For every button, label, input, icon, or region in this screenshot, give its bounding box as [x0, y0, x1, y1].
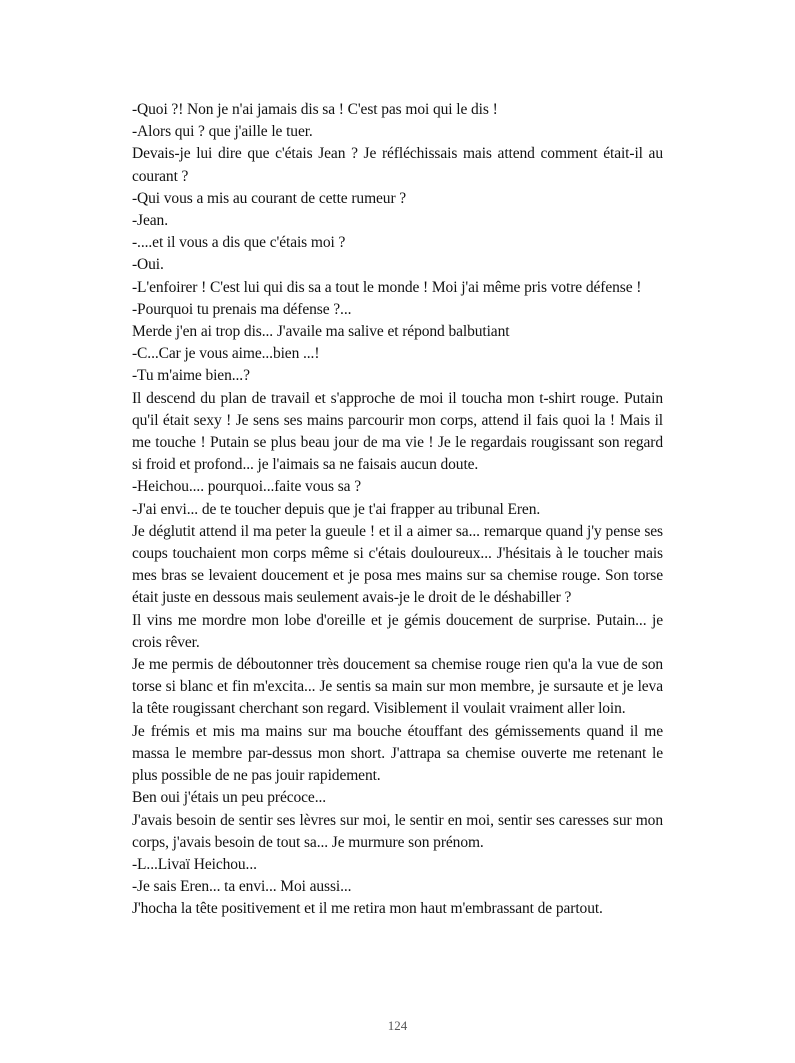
paragraph: -Jean. — [132, 212, 168, 230]
body-text — [132, 99, 663, 921]
paragraph: Merde j'en ai trop dis... J'availe ma salive et répond balbutiant — [132, 323, 510, 341]
paragraph: Je me permis de déboutonner très doucement sa chemise rouge rien qu'a la vue de son torse si blanc et fin m'excita... Je sentis sa main sur mon membre, je sursaute et je leva la tête rougissant cherchant son regard. Visiblement il voulait vraiment aller loin. — [132, 656, 663, 718]
paragraph: -Quoi ?! Non je n'ai jamais dis sa ! C'est pas moi qui le dis ! — [132, 101, 498, 118]
paragraph: Je frémis et mis ma mains sur ma bouche étouffant des gémissements quand il me massa le membre par-dessus mon short. J'attrapa sa chemise ouverte me retenant le plus possible de ne pas jouir rapidement. — [132, 722, 663, 785]
paragraph: -Tu m'aime bien...? — [132, 367, 250, 385]
paragraph: Il descend du plan de travail et s'approche de moi il toucha mon t-shirt rouge. Putain qu'il était sexy ! Je sens ses mains parcourir mon corps, attend il fais quoi la ! Mais il me touche ! Putain se plus beau jour de ma vie ! Je le regardais rougissant son regard si froid et profond... je l'aimais sa ne faisais aucun doute. — [132, 389, 663, 474]
paragraph: -Alors qui ? que j'aille le tuer. — [132, 123, 313, 141]
paragraph: -Heichou.... pourquoi...faite vous sa ? — [132, 478, 361, 496]
paragraph: Ben oui j'étais un peu précoce... — [132, 789, 327, 807]
paragraph: J'avais besoin de sentir ses lèvres sur moi, le sentir en moi, sentir ses caresses sur mon corps, j'avais besoin de tout sa... Je murmure son prénom. — [132, 811, 663, 851]
paragraph: -....et il vous a dis que c'étais moi ? — [132, 234, 346, 252]
paragraph: -L'enfoirer ! C'est lui qui dis sa a tout le monde ! Moi j'ai même pris votre défense ! — [132, 278, 642, 296]
paragraph: Je déglutit attend il ma peter la gueule ! et il a aimer sa... remarque quand j'y pense ses coups touchaient mon corps même si c'étais douloureux... J'hésitais à le toucher mais mes bras se levaient doucement et je posa mes mains sur sa chemise rouge. Son torse était juste en dessous mais seulement avais-je le droit de le déshabiller ? — [132, 522, 663, 607]
page-number: 124 — [387, 1018, 408, 1033]
paragraph: Il vins me mordre mon lobe d'oreille et je gémis doucement de surprise. Putain... je crois rêver. — [132, 611, 663, 651]
paragraph: -L...Livaï Heichou... — [132, 855, 257, 873]
paragraph: -J'ai envi... de te toucher depuis que je t'ai frapper au tribunal Eren. — [132, 500, 541, 518]
paragraph: -Pourquoi tu prenais ma défense ?... — [132, 300, 352, 318]
paragraph: -Je sais Eren... ta envi... Moi aussi... — [132, 878, 352, 896]
paragraph: J'hocha la tête positivement et il me retira mon haut m'embrassant de partout. — [132, 900, 603, 918]
paragraph: -Qui vous a mis au courant de cette rumeur ? — [132, 189, 407, 207]
paragraph: -Oui. — [132, 256, 164, 274]
paragraph: Devais-je lui dire que c'étais Jean ? Je réfléchissais mais attend comment était-il au courant ? — [132, 145, 663, 185]
paragraph: -C...Car je vous aime...bien ...! — [132, 345, 320, 363]
